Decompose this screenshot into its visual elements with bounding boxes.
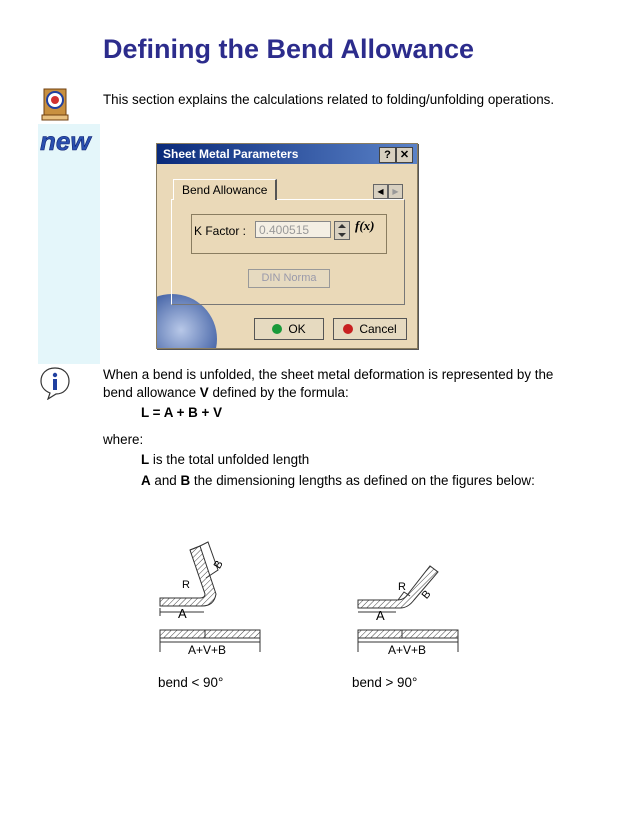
tab-scroll-right-icon[interactable]: ▶ [388, 184, 403, 199]
page-title: Defining the Bend Allowance [103, 34, 475, 64]
para1-line2: bend allowance V defined by the formula: [103, 385, 349, 400]
cancel-button[interactable] [333, 318, 407, 340]
k-factor-label: K Factor : [194, 224, 247, 238]
ok-button[interactable] [254, 318, 324, 340]
dialog-title: Sheet Metal Parameters [157, 144, 417, 164]
k-factor-spinner[interactable] [334, 221, 350, 240]
din-norma-button[interactable]: DIN Norma [248, 269, 330, 288]
caption-bend-greater-90: bend > 90° [352, 675, 418, 690]
figure-bend-less-90 [150, 538, 270, 660]
label-r-left: R [182, 579, 190, 591]
info-icon [38, 366, 72, 400]
label-b-left: B [211, 558, 226, 571]
ok-label: OK [288, 322, 306, 336]
ok-icon [272, 324, 282, 334]
formula-button[interactable]: f(x) [355, 218, 375, 233]
cancel-icon [343, 324, 353, 334]
tab-bend-allowance[interactable]: Bend Allowance [173, 179, 277, 200]
cancel-label: Cancel [359, 322, 397, 336]
help-button[interactable]: ? [379, 147, 396, 163]
label-a-right: A [376, 608, 385, 623]
figure-bend-greater-90 [352, 560, 464, 660]
label-sum-left: A+V+B [188, 643, 227, 657]
para1-line1: When a bend is unfolded, the sheet metal deformation is represented by the [103, 367, 554, 382]
k-factor-input[interactable]: 0.400515 [255, 221, 331, 238]
line-ab-def: A and B the dimensioning lengths as defined on the figures below: [141, 473, 535, 488]
caption-bend-less-90: bend < 90° [158, 675, 224, 690]
label-a-left: A [178, 606, 187, 621]
new-icon [38, 126, 102, 156]
label-r-right: R [398, 581, 406, 593]
where-text: where: [103, 432, 144, 447]
label-sum-right: A+V+B [388, 643, 427, 657]
formula-text: L = A + B + V [141, 405, 222, 420]
target-icon [40, 88, 70, 122]
label-b-right: B [419, 588, 434, 602]
new-feature-sidebar [38, 124, 100, 364]
sheet-metal-parameters-dialog [156, 143, 418, 349]
intro-text: This section explains the calculations related to folding/unfolding operations. [103, 92, 555, 107]
new-icon-text: new [40, 126, 91, 156]
tab-scroll-left-icon[interactable]: ◀ [373, 184, 388, 199]
line-l-def: L is the total unfolded length [141, 452, 310, 467]
close-button[interactable]: ✕ [396, 147, 413, 163]
